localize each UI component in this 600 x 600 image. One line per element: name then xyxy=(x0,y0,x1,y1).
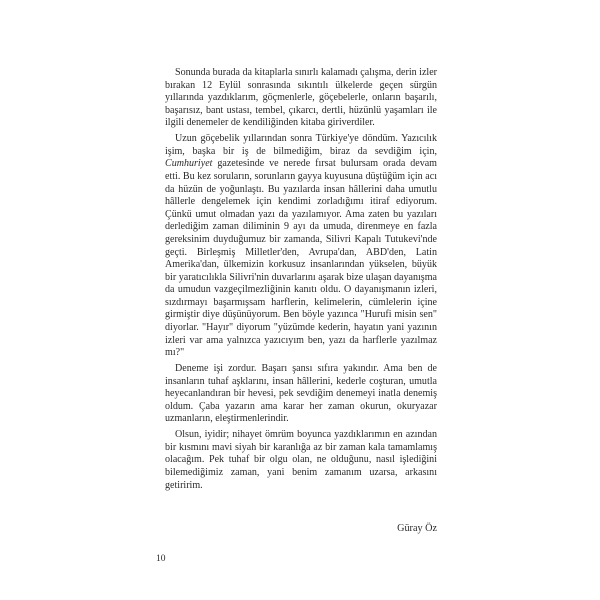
paragraph-1: Sonunda burada da kitaplarla sınırlı kalamadı çalışma, derin izler bırakan 12 Eylül sonrasında sıkıntılı ülkelerde geçen sürgün yıllarında yazdıklarım, göçmenlerle, göçebelerle, onların başarılı, başarısız, bant ustası, tembel, çıkarcı, dertli, hüzünlü yaşamları ile ilgili denemeler de kendiliğinden kitaba giriverdiler. xyxy=(165,67,437,129)
newspaper-name: Cumhuriyet xyxy=(165,158,213,170)
author-signature: Güray Öz xyxy=(397,523,437,534)
body-text xyxy=(165,67,437,495)
paragraph-2: Uzun göçebelik yıllarından sonra Türkiye'ye döndüm. Yazıcılık işim, başka bir iş de bilmediğim, biraz da sevdiğim için, Cumhuriyet gazetesinde ve nerede fırsat bulursam orada devam etti. Bu kez soruların, sorunların gayya kuyusuna düştüğüm için acı da hüzün de yoğunlaştı. Bu yazılarda insan hâllerini daha umutlu hâllerle dengelemek için kendimi zorladığımı itiraf ediyorum. Çünkü umut olmadan yazı da yazılamıyor. Ama zaten bu yazıları derlediğim zaman diliminin 9 ayı da umuda, direnmeye en fazla gereksinim duyduğumuz bir zamanda, Silivri Kapalı Tutukevi'nde geçti. Birleşmiş Milletler'den, Avrupa'dan, ABD'den, Latin Amerika'dan, ülkemizin korkusuz insanlarından yükselen, büyük bir yaratıcılıkla Silivri'nin duvarlarını aşarak bize ulaşan dayanışma da umudun vazgeçilmezliğinin kanıtı oldu. O dayanışmanın izleri, sızdırmayı başarmışsam harflerin, kelimelerin, cümlelerin içine girmiştir diye düşünüyorum. Ben böyle yazınca "Hurufi misin sen" diyorlar. "Hayır" diyorum "yüzümde kederin, hayatın yani yazının izleri var ama yalnızca yazıcıyım ben, yazı da harflerle yazılmaz mı?" xyxy=(165,133,437,359)
paragraph-3: Deneme işi zordur. Başarı şansı sıfıra yakındır. Ama ben de insanların tuhaf aşklarını, insan hâllerini, kederle coşturan, umutla heyecanlandıran bir hevesi, pek sevdiğim denemeyi inatla denemiş oldum. Çaba yazarın ama karar her zaman okurun, okuryazar uzmanların, eleştirmenlerindir. xyxy=(165,363,437,425)
page-number: 10 xyxy=(156,554,166,564)
paragraph-4: Olsun, iyidir; nihayet ömrüm boyunca yazdıklarımın en azından bir kısmını mavi siyah bir karanlığa az bir zaman kala tamamlamış olacağım. Pek tuhaf bir olgu olan, ne olduğunu, nasıl işlediğini bilemediğimiz zaman, yani benim zamanım uzarsa, arkasını getiririm. xyxy=(165,429,437,491)
